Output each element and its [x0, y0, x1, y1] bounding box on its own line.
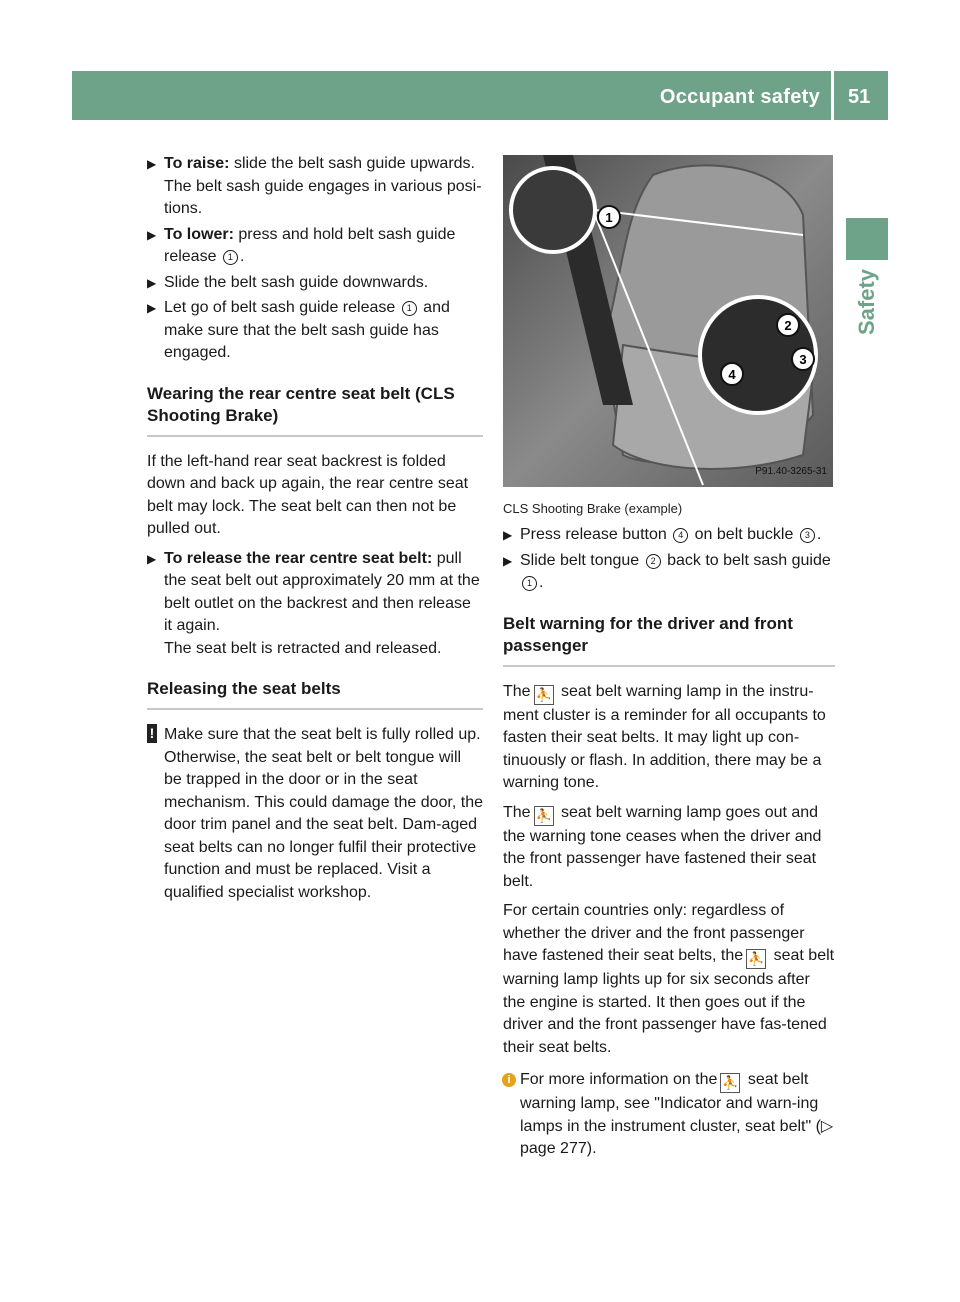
- step-text: press and hold belt sash guide release: [164, 225, 456, 265]
- step-arrow-icon: ▶: [147, 227, 157, 242]
- callout-1: 1: [223, 250, 238, 265]
- step-slide: [147, 272, 483, 295]
- seat-belt-photo: [503, 155, 833, 487]
- step-press-release: [503, 524, 835, 547]
- step-text: Slide the belt sash guide downwards.: [164, 273, 429, 291]
- step-raise: [147, 153, 483, 221]
- step-text: back to belt sash guide: [662, 551, 831, 569]
- step-let-go: [147, 297, 483, 365]
- paragraph-text: seat belt warning lamp lights up for six seconds after the engine is started. It then goes out if the driver and the front passenger have fas-tened their seat belts.: [503, 947, 835, 1056]
- step-text: Press release button: [520, 526, 667, 543]
- paragraph: [503, 681, 835, 795]
- paragraph: [503, 802, 835, 894]
- photo-callout-4: 4: [728, 367, 736, 382]
- step-lower: [147, 224, 483, 269]
- step-text: Let go of belt sash guide release: [164, 299, 396, 316]
- paragraph: If the left-hand rear seat backrest is folded down and back up again, the rear centre seat belt may lock. The seat belt can then not be pulled out.: [147, 452, 469, 537]
- info-note: [503, 1069, 835, 1161]
- paragraph-text: seat belt warning lamp in the instru-ment cluster is a reminder for all occupants to fasten their seat belts. It may light up con-tinuously or flash. In addition, there may be a warning tone.: [503, 682, 826, 791]
- step-text: and make sure that the belt sash guide has engaged.: [164, 299, 450, 361]
- step-label: To lower:: [164, 225, 234, 243]
- note-text: seat belt warning lamp, see "Indicator and warn-ing lamps in the instrument cluster, seat belt" (: [520, 1071, 821, 1135]
- heading-wearing-rear-belt: Wearing the rear centre seat belt (CLS Shooting Brake): [147, 383, 483, 437]
- heading-belt-warning: Belt warning for the driver and front passenger: [503, 613, 835, 667]
- callout-1: 1: [522, 576, 537, 591]
- seat-belt-warning-icon: ⛹: [746, 949, 766, 969]
- photo-callout-3: 3: [799, 352, 807, 367]
- paragraph-text: The: [503, 803, 531, 821]
- left-column: [147, 153, 483, 904]
- paragraph-text: seat belt warning lamp goes out and the warning tone ceases when the driver and the front passenger have fastened their seat belt.: [503, 803, 822, 890]
- step-arrow-icon: ▶: [147, 301, 157, 315]
- photo-caption: CLS Shooting Brake (example): [503, 501, 683, 516]
- note-text: For more information on the: [520, 1071, 718, 1088]
- page-ref-arrow-icon: ▷: [820, 1117, 834, 1135]
- paragraph-text: For certain countries only: regardless of whether the driver and the front passenger have fastened their seat belts, the: [503, 902, 805, 964]
- photo-callout-1: 1: [605, 210, 613, 225]
- callout-1: 1: [402, 301, 417, 316]
- step-arrow-icon: ▶: [147, 157, 157, 171]
- info-icon: i: [502, 1073, 516, 1087]
- callout-3: 3: [800, 528, 815, 543]
- header-separator: [831, 71, 834, 120]
- step-arrow-icon: ▶: [147, 551, 157, 566]
- paragraph: [503, 900, 835, 1059]
- step-text: slide the belt sash guide upwards. The belt sash guide engages in various posi-tions.: [164, 155, 482, 217]
- step-text: on belt buckle: [690, 526, 794, 543]
- paragraph-text: The: [503, 682, 531, 700]
- step-text: Slide belt tongue: [520, 551, 640, 569]
- page-number: 51: [848, 86, 871, 108]
- side-tab-label: Safety: [853, 268, 879, 336]
- note-text: Make sure that the seat belt is fully rolled up. Otherwise, the seat belt or belt tongue will be trapped in the door or in the seat mechanism. This could damage the door, the door trim panel and the seat belt. Dam-aged seat belts can no longer fulfil their protective function and must be replaced. Visit a qualified specialist workshop.: [164, 726, 483, 901]
- right-column: [503, 524, 835, 1161]
- page-reference[interactable]: page 277).: [520, 1140, 597, 1157]
- step-arrow-icon: ▶: [503, 553, 513, 568]
- step-result: The seat belt is retracted and released.: [164, 639, 442, 657]
- step-label: To release the rear centre seat belt:: [164, 549, 433, 567]
- step-slide-tongue: [503, 550, 835, 595]
- step-text: pull the seat belt out approximately 20 mm at the belt outlet on the backrest and then release it again.: [164, 549, 480, 634]
- warning-icon: !: [147, 724, 157, 743]
- step-text: .: [239, 248, 245, 265]
- section-title: Occupant safety: [659, 86, 820, 108]
- step-arrow-icon: ▶: [147, 275, 157, 290]
- warning-note: [147, 724, 483, 904]
- photo-illustration: [503, 155, 833, 487]
- seat-belt-warning-icon: ⛹: [534, 806, 554, 826]
- step-release-rear-belt: [147, 548, 483, 661]
- callout-4: 4: [673, 528, 688, 543]
- callout-2: 2: [646, 554, 661, 569]
- step-label: To raise:: [164, 155, 230, 172]
- side-marker: [846, 218, 888, 260]
- step-arrow-icon: ▶: [503, 528, 513, 542]
- step-text: .: [816, 526, 822, 543]
- step-text: .: [539, 574, 544, 591]
- seat-belt-warning-icon: ⛹: [534, 685, 554, 705]
- photo-code: P91.40-3265-31: [755, 465, 827, 477]
- side-tab: [846, 262, 888, 342]
- heading-releasing-belts: Releasing the seat belts: [147, 678, 483, 710]
- photo-callout-2: 2: [784, 318, 792, 333]
- seat-belt-warning-icon: ⛹: [720, 1073, 740, 1093]
